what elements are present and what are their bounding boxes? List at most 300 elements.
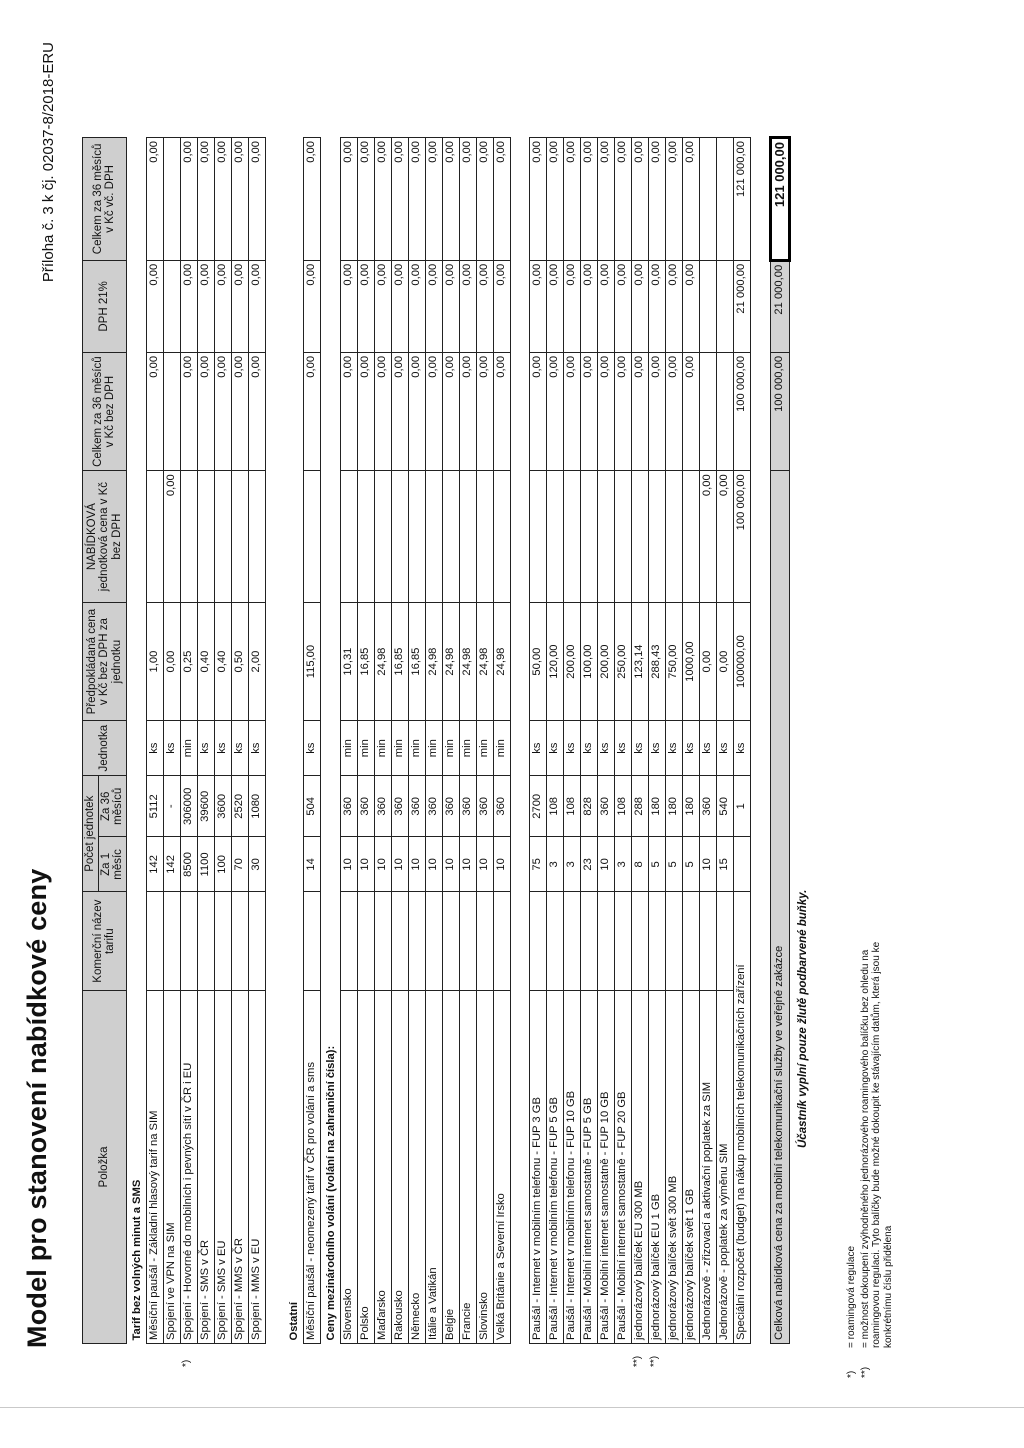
row-label — [357, 990, 374, 1343]
total-without-vat — [163, 352, 180, 470]
vat-amount — [163, 260, 180, 352]
total-with-vat: 0,00 — [408, 138, 425, 261]
row-label-text: Spojení - SMS v EU — [216, 1240, 229, 1340]
header-celkem-bez-dph: Celkem za 36 měsíců v Kč bez DPH — [83, 352, 127, 470]
footnote-mark: **) — [859, 1366, 871, 1378]
row-label-text: jednorázový balíček svět 1 GB — [684, 1188, 697, 1340]
unit: min — [459, 721, 476, 776]
commercial-name-cell — [476, 892, 493, 991]
total-without-vat: 0,00 — [631, 352, 648, 470]
row-label-text: Měsíční paušál - neomezený tarif v ČR pro volání a sms — [305, 1062, 318, 1340]
row-label — [459, 990, 476, 1343]
vat-amount: 0,00 — [493, 260, 510, 352]
row-label — [682, 990, 699, 1343]
vat-amount — [699, 260, 716, 352]
row-label — [493, 990, 510, 1343]
vat-amount: 0,00 — [374, 260, 391, 352]
header-jednotka: Jednotka — [83, 721, 127, 776]
units-36-months: 108 — [563, 776, 580, 837]
row-label — [699, 990, 716, 1343]
table-row — [340, 138, 357, 1344]
total-with-vat — [163, 138, 180, 261]
spacer-cell — [510, 138, 529, 1344]
footnote-marker: **) — [648, 1355, 660, 1367]
expected-unit-price: 50,00 — [529, 602, 546, 720]
expected-unit-price: 24,98 — [374, 602, 391, 720]
vat-amount: 0,00 — [248, 260, 265, 352]
offered-unit-price — [631, 471, 648, 603]
offered-unit-price — [357, 471, 374, 603]
unit: min — [476, 721, 493, 776]
unit: ks — [597, 721, 614, 776]
row-label-text: Spojení - MMS v EU — [250, 1238, 263, 1340]
table-row — [614, 138, 631, 1344]
vat-amount: 0,00 — [476, 260, 493, 352]
expected-unit-price: 0,00 — [699, 602, 716, 720]
total-with-vat — [699, 138, 716, 261]
total-with-vat: 0,00 — [580, 138, 597, 261]
units-per-month: 23 — [580, 837, 597, 892]
table-row — [425, 138, 442, 1344]
table-row — [493, 138, 510, 1344]
units-36-months: 108 — [546, 776, 563, 837]
units-per-month: 10 — [357, 837, 374, 892]
units-per-month: 10 — [459, 837, 476, 892]
spacer-row — [750, 138, 770, 1344]
commercial-name-cell — [248, 892, 265, 991]
units-per-month: 8 — [631, 837, 648, 892]
total-without-vat: 0,00 — [214, 352, 231, 470]
total-with-vat: 0,00 — [546, 138, 563, 261]
offered-unit-price — [476, 471, 493, 603]
commercial-name-cell — [231, 892, 248, 991]
table-row — [597, 138, 614, 1344]
expected-unit-price: 0,00 — [716, 602, 733, 720]
total-with-vat: 0,00 — [340, 138, 357, 261]
units-36-months: 288 — [631, 776, 648, 837]
vat-amount: 0,00 — [303, 260, 320, 352]
offered-unit-price — [493, 471, 510, 603]
vat-amount: 0,00 — [442, 260, 459, 352]
commercial-name-cell — [408, 892, 425, 991]
units-36-months: 360 — [597, 776, 614, 837]
total-without-vat: 0,00 — [442, 352, 459, 470]
total-without-vat — [699, 352, 716, 470]
units-36-months: 360 — [391, 776, 408, 837]
expected-unit-price: 120,00 — [546, 602, 563, 720]
grand-total-without-vat: 100 000,00 — [770, 352, 789, 470]
commercial-name-cell — [391, 892, 408, 991]
units-36-months: 1 — [733, 776, 750, 837]
unit: ks — [529, 721, 546, 776]
table-row — [374, 138, 391, 1344]
section-heading: Tarif bez volných minut a SMS — [131, 1179, 144, 1341]
units-36-months: 2520 — [231, 776, 248, 837]
offered-unit-price: 0,00 — [163, 471, 180, 603]
total-with-vat: 0,00 — [597, 138, 614, 261]
units-36-months: 360 — [357, 776, 374, 837]
row-label — [665, 990, 682, 1343]
unit: min — [408, 721, 425, 776]
units-per-month: 5 — [665, 837, 682, 892]
scan-edge-line — [0, 1407, 1024, 1408]
table-row — [214, 138, 231, 1344]
total-without-vat: 0,00 — [597, 352, 614, 470]
row-label — [563, 990, 580, 1343]
table-row — [163, 138, 180, 1344]
row-label — [163, 990, 180, 1343]
header-dph: DPH 21% — [83, 260, 127, 352]
commercial-name-cell — [546, 892, 563, 991]
table-row — [391, 138, 408, 1344]
row-label — [180, 990, 197, 1367]
units-36-months: 360 — [699, 776, 716, 837]
units-per-month: 10 — [425, 837, 442, 892]
units-36-months: 360 — [425, 776, 442, 837]
row-label-text: Slovensko — [342, 1288, 355, 1340]
total-without-vat: 0,00 — [248, 352, 265, 470]
total-with-vat: 0,00 — [248, 138, 265, 261]
total-with-vat: 0,00 — [493, 138, 510, 261]
vat-amount: 0,00 — [648, 260, 665, 352]
table-row — [248, 138, 265, 1344]
spacer-cell — [750, 138, 770, 1344]
row-label — [197, 990, 214, 1343]
total-without-vat: 0,00 — [682, 352, 699, 470]
vat-amount: 0,00 — [214, 260, 231, 352]
table-row — [442, 138, 459, 1344]
row-label — [425, 990, 442, 1343]
row-label-text: Francie — [461, 1302, 474, 1340]
units-36-months: 504 — [303, 776, 320, 837]
total-without-vat: 0,00 — [340, 352, 357, 470]
units-36-months: 3600 — [214, 776, 231, 837]
table-row — [408, 138, 425, 1344]
expected-unit-price: 24,98 — [476, 602, 493, 720]
units-36-months: 180 — [682, 776, 699, 837]
row-label-text: Slovinsko — [478, 1292, 491, 1340]
units-36-months: 828 — [580, 776, 597, 837]
grand-total-row — [770, 138, 789, 1344]
unit: min — [374, 721, 391, 776]
unit: ks — [682, 721, 699, 776]
commercial-name-cell — [197, 892, 214, 991]
units-per-month: 10 — [442, 837, 459, 892]
units-36-months: 360 — [459, 776, 476, 837]
row-label-text: Paušál - Mobilní internet samostatně - FUP 20 GB — [616, 1091, 629, 1340]
row-label — [716, 990, 733, 1343]
header-row-1 — [83, 138, 99, 1344]
row-label-text: Jednorázově - poplatek za výměnu SIM — [718, 1143, 731, 1340]
footnote-marker: *) — [180, 1359, 192, 1367]
total-with-vat: 0,00 — [197, 138, 214, 261]
total-with-vat: 0,00 — [442, 138, 459, 261]
units-per-month: 10 — [391, 837, 408, 892]
commercial-name-cell — [214, 892, 231, 991]
header-komercni-nazev: Komerční název tarifu — [83, 892, 127, 991]
units-per-month: 10 — [597, 837, 614, 892]
units-per-month: 10 — [493, 837, 510, 892]
vat-amount: 0,00 — [682, 260, 699, 352]
total-without-vat: 0,00 — [648, 352, 665, 470]
spacer-row — [265, 138, 284, 1344]
row-label — [231, 990, 248, 1343]
unit: ks — [303, 721, 320, 776]
row-label — [303, 990, 320, 1343]
expected-unit-price: 750,00 — [665, 602, 682, 720]
row-label-text: Maďarsko — [376, 1290, 389, 1340]
row-label-text: Jednorázově - zřizovací a aktivační poplatek za SIM — [701, 1081, 714, 1340]
table-row — [476, 138, 493, 1344]
units-36-months: 39600 — [197, 776, 214, 837]
vat-amount: 0,00 — [459, 260, 476, 352]
vat-amount: 0,00 — [231, 260, 248, 352]
row-label-text: Velká Británie a Severní Irsko — [495, 1193, 508, 1340]
offered-unit-price: 100 000,00 — [733, 471, 750, 603]
footnotes — [846, 898, 896, 1378]
unit: ks — [214, 721, 231, 776]
units-per-month: 142 — [146, 837, 163, 892]
total-with-vat: 0,00 — [146, 138, 163, 261]
offered-unit-price — [665, 471, 682, 603]
commercial-name-cell — [303, 892, 320, 991]
total-with-vat: 0,00 — [180, 138, 197, 261]
offered-unit-price — [648, 471, 665, 603]
unit: ks — [648, 721, 665, 776]
table-row — [665, 138, 682, 1344]
row-label-text: Spojení - MMS v ČR — [233, 1238, 246, 1340]
footnote-text: = roamingová regulace — [846, 1245, 857, 1348]
total-without-vat: 100 000,00 — [733, 352, 750, 470]
header-za-1-mesic: Za 1 měsíc — [98, 837, 126, 892]
row-label-text: Rakousko — [393, 1290, 406, 1340]
total-without-vat: 0,00 — [529, 352, 546, 470]
units-per-month: 100 — [214, 837, 231, 892]
table-row — [357, 138, 374, 1344]
commercial-name-cell — [180, 892, 197, 991]
table-row — [699, 138, 716, 1344]
units-36-months: 306000 — [180, 776, 197, 837]
vat-amount: 0,00 — [580, 260, 597, 352]
table-body — [126, 138, 789, 1367]
table-row — [180, 138, 197, 1344]
units-per-month: 8500 — [180, 837, 197, 892]
row-label — [146, 990, 163, 1343]
units-per-month: 10 — [374, 837, 391, 892]
grand-total-label: Celková nabídková cena za mobilní telekomunikační služby ve veřejné zakázce — [770, 471, 789, 1344]
grand-total-with-vat: 121 000,00 — [770, 138, 789, 261]
total-with-vat: 0,00 — [682, 138, 699, 261]
table-row — [682, 138, 699, 1344]
total-without-vat: 0,00 — [146, 352, 163, 470]
row-label-text: jednorázový balíček EU 300 MB — [633, 1180, 646, 1340]
unit: min — [442, 721, 459, 776]
row-label-text: Spojení - Hovorné do mobilních i pevných sítí v ČR i EU — [182, 1062, 195, 1340]
vat-amount: 0,00 — [197, 260, 214, 352]
total-with-vat — [716, 138, 733, 261]
commercial-name-cell — [459, 892, 476, 991]
budget-label: Speciální rozpočet (budget) na nákup mobilních telekomunikačních zařízení — [733, 892, 750, 1344]
unit: min — [391, 721, 408, 776]
commercial-name-cell — [699, 892, 716, 991]
commercial-name-cell — [682, 892, 699, 991]
expected-unit-price: 1000,00 — [682, 602, 699, 720]
expected-unit-price: 16,85 — [391, 602, 408, 720]
unit: ks — [665, 721, 682, 776]
vat-amount: 0,00 — [180, 260, 197, 352]
table-row — [580, 138, 597, 1344]
total-without-vat: 0,00 — [476, 352, 493, 470]
total-without-vat: 0,00 — [303, 352, 320, 470]
unit: ks — [716, 721, 733, 776]
total-with-vat: 0,00 — [648, 138, 665, 261]
offered-unit-price — [408, 471, 425, 603]
unit: ks — [733, 721, 750, 776]
units-36-months: 360 — [408, 776, 425, 837]
expected-unit-price: 24,98 — [459, 602, 476, 720]
total-without-vat: 0,00 — [391, 352, 408, 470]
unit: min — [493, 721, 510, 776]
row-label-text: Paušál - Internet v mobilním telefonu - FUP 10 GB — [565, 1090, 578, 1340]
section-ostatni — [284, 138, 304, 1344]
unit: min — [340, 721, 357, 776]
header-za-36-mesicu: Za 36 měsíců — [98, 776, 126, 837]
offered-unit-price — [459, 471, 476, 603]
vat-amount: 0,00 — [597, 260, 614, 352]
total-with-vat: 0,00 — [374, 138, 391, 261]
offered-unit-price — [248, 471, 265, 603]
total-without-vat: 0,00 — [180, 352, 197, 470]
unit: ks — [231, 721, 248, 776]
footnote-2 — [860, 898, 895, 1378]
total-without-vat — [716, 352, 733, 470]
commercial-name-cell — [614, 892, 631, 991]
table-row — [631, 138, 648, 1344]
row-label — [580, 990, 597, 1343]
row-label — [248, 990, 265, 1343]
commercial-name-cell — [146, 892, 163, 991]
units-per-month: 3 — [563, 837, 580, 892]
commercial-name-cell — [340, 892, 357, 991]
total-with-vat: 0,00 — [665, 138, 682, 261]
unit: ks — [580, 721, 597, 776]
units-per-month: 142 — [163, 837, 180, 892]
section-heading: Ceny mezinárodního volání (volání na zahraniční čísla): — [325, 1045, 338, 1341]
vat-amount: 0,00 — [631, 260, 648, 352]
total-without-vat: 0,00 — [493, 352, 510, 470]
units-per-month: 1100 — [197, 837, 214, 892]
expected-unit-price: 100000,00 — [733, 602, 750, 720]
commercial-name-cell — [374, 892, 391, 991]
unit: ks — [146, 721, 163, 776]
expected-unit-price: 10,31 — [340, 602, 357, 720]
section-heading: Ostatní — [288, 1301, 301, 1341]
budget-row — [733, 138, 750, 1344]
units-per-month: 14 — [303, 837, 320, 892]
vat-amount: 0,00 — [357, 260, 374, 352]
commercial-name-cell — [580, 892, 597, 991]
units-per-month: 30 — [248, 837, 265, 892]
offered-unit-price — [374, 471, 391, 603]
offered-unit-price: 0,00 — [716, 471, 733, 603]
total-without-vat: 0,00 — [231, 352, 248, 470]
total-without-vat: 0,00 — [459, 352, 476, 470]
offered-unit-price — [597, 471, 614, 603]
annex-reference: Příloha č. 3 k čj. 02037-8/2018-ERU — [40, 42, 57, 283]
row-label-text: Spojení - SMS v ČR — [199, 1239, 212, 1340]
vat-amount: 0,00 — [563, 260, 580, 352]
total-with-vat: 0,00 — [631, 138, 648, 261]
expected-unit-price: 0,50 — [231, 602, 248, 720]
offered-unit-price — [231, 471, 248, 603]
section-mezinarodni — [320, 138, 340, 1344]
commercial-name-cell — [442, 892, 459, 991]
commercial-name-cell — [425, 892, 442, 991]
offered-unit-price — [425, 471, 442, 603]
expected-unit-price: 200,00 — [597, 602, 614, 720]
units-per-month: 10 — [340, 837, 357, 892]
total-without-vat: 0,00 — [197, 352, 214, 470]
commercial-name-cell — [631, 892, 648, 991]
footnote-text: = možnost dokoupení zvýhodněného jednorázového roamingového balíčku bez ohledu na roamingovou regulaci. Tyto balíčky bude možné dokoupit ke stávajícím datům, která jsou ke konkrétnímu číslu přidělena — [859, 941, 894, 1348]
spacer-cell — [265, 138, 284, 1344]
units-per-month: 70 — [231, 837, 248, 892]
offered-unit-price — [529, 471, 546, 603]
total-with-vat: 0,00 — [476, 138, 493, 261]
row-label-text: Německo — [410, 1292, 423, 1340]
row-label-text: jednorázový balíček svět 300 MB — [667, 1175, 680, 1340]
expected-unit-price: 1,00 — [146, 602, 163, 720]
unit: ks — [563, 721, 580, 776]
units-36-months: 360 — [476, 776, 493, 837]
offered-unit-price — [303, 471, 320, 603]
total-without-vat: 0,00 — [665, 352, 682, 470]
total-with-vat: 0,00 — [459, 138, 476, 261]
unit: ks — [614, 721, 631, 776]
commercial-name-cell — [597, 892, 614, 991]
row-label — [442, 990, 459, 1343]
table-row — [231, 138, 248, 1344]
expected-unit-price: 16,85 — [357, 602, 374, 720]
offered-unit-price — [214, 471, 231, 603]
units-per-month: 75 — [529, 837, 546, 892]
row-label — [529, 990, 546, 1343]
units-36-months: 360 — [374, 776, 391, 837]
row-label — [597, 990, 614, 1343]
offered-unit-price — [146, 471, 163, 603]
units-36-months: 5112 — [146, 776, 163, 837]
unit: ks — [248, 721, 265, 776]
total-without-vat: 0,00 — [563, 352, 580, 470]
units-per-month — [733, 837, 750, 892]
expected-unit-price: 0,40 — [197, 602, 214, 720]
unit: ks — [546, 721, 563, 776]
units-per-month: 5 — [648, 837, 665, 892]
units-per-month: 3 — [614, 837, 631, 892]
total-without-vat: 0,00 — [580, 352, 597, 470]
offered-unit-price — [682, 471, 699, 603]
expected-unit-price: 250,00 — [614, 602, 631, 720]
units-36-months: 1080 — [248, 776, 265, 837]
units-36-months: 360 — [340, 776, 357, 837]
row-label — [631, 990, 648, 1367]
expected-unit-price: 0,00 — [163, 602, 180, 720]
unit: ks — [163, 721, 180, 776]
unit: min — [425, 721, 442, 776]
units-per-month: 10 — [408, 837, 425, 892]
vat-amount: 0,00 — [391, 260, 408, 352]
units-36-months: 2700 — [529, 776, 546, 837]
